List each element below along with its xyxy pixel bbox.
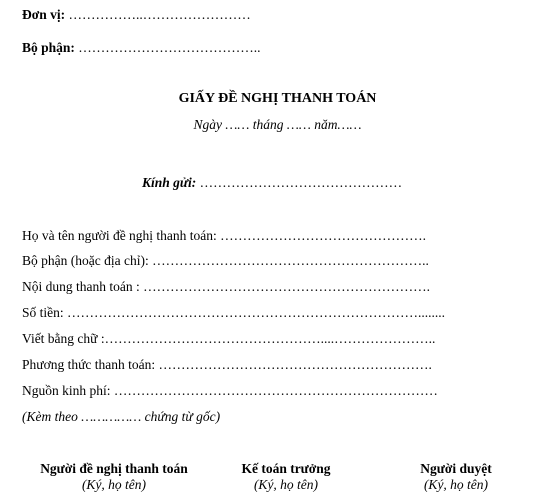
field-payment-method: Phương thức thanh toán: ……………………………………………………. xyxy=(22,357,432,372)
signature-approver xyxy=(376,461,536,493)
document-title: GIẤY ĐỀ NGHỊ THANH TOÁN xyxy=(178,91,377,106)
signature-chief-accountant-note: (Ký, họ tên) xyxy=(253,477,319,492)
signature-approver-title: Người duyệt xyxy=(420,461,492,476)
signature-chief-accountant xyxy=(196,461,376,493)
field-amount-in-words: Viết bằng chữ :…………………………………………....………………….. xyxy=(22,331,436,346)
field-funding-source: Nguồn kinh phí: ……………………………………………………………… xyxy=(22,383,438,398)
field-department-address: Bộ phận (hoặc địa chỉ): …………………………………………………….. xyxy=(22,253,429,268)
department-label: Bộ phận: xyxy=(22,40,75,55)
department-line xyxy=(22,40,261,56)
field-amount: Số tiền: ……………………………………………………………………........ xyxy=(22,305,446,320)
recipient-label: Kính gửi: xyxy=(142,175,197,190)
signature-requester-note: (Ký, họ tên) xyxy=(81,477,147,492)
unit-line xyxy=(22,7,251,23)
signature-requester-title: Người đề nghị thanh toán xyxy=(40,461,188,476)
signature-approver-note: (Ký, họ tên) xyxy=(423,477,489,492)
field-payment-content: Nội dung thanh toán : ………………………………………………………. xyxy=(22,279,430,294)
department-dots: ………………………………….. xyxy=(74,40,261,55)
recipient-dots: ……………………………………… xyxy=(196,175,403,190)
signature-requester xyxy=(14,461,214,493)
date-line: Ngày …… tháng …… năm…… xyxy=(193,117,362,132)
field-requester-name: Họ và tên người đề nghị thanh toán: ………………………………………. xyxy=(22,228,427,243)
unit-label: Đơn vị: xyxy=(22,7,66,22)
recipient-line xyxy=(142,175,402,191)
unit-dots: ……………..…………………… xyxy=(65,7,251,22)
attachment-note: (Kèm theo …………… chứng từ gốc) xyxy=(22,409,221,424)
signature-chief-accountant-title: Kế toán trưởng xyxy=(241,461,331,476)
